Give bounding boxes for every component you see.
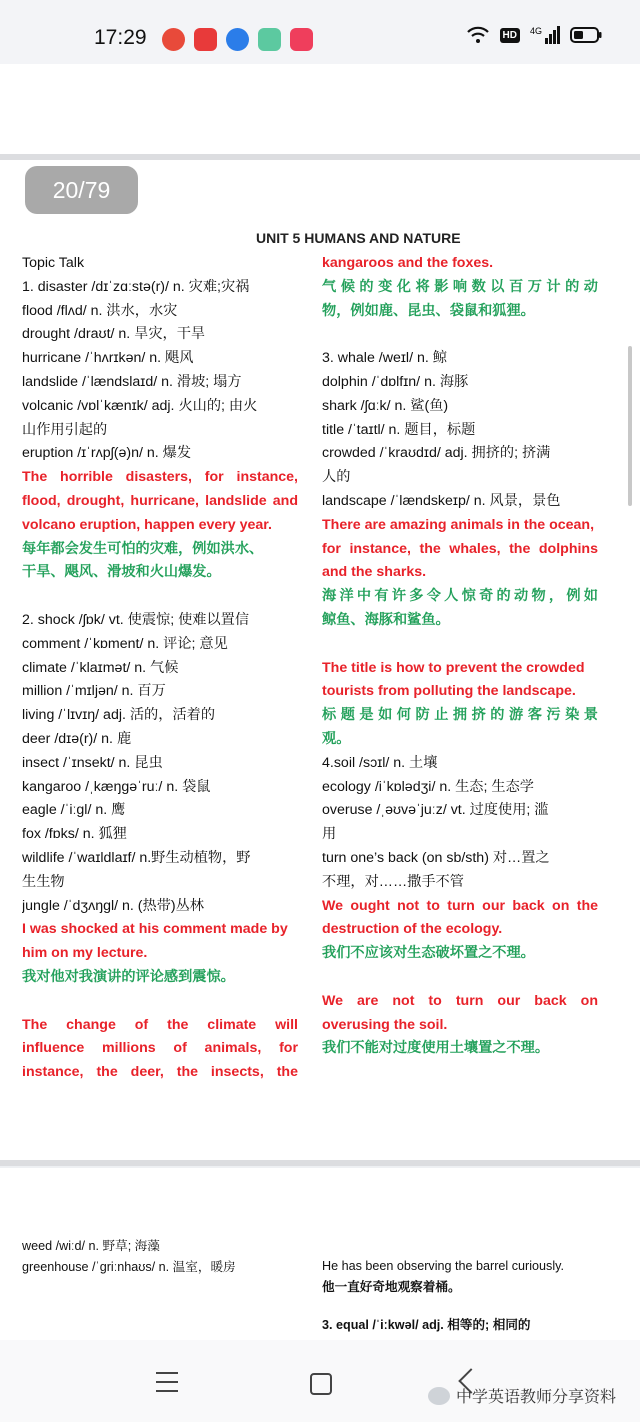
watermark-text: 中学英语教师分享资料 [456, 1389, 617, 1406]
status-bar [0, 0, 640, 64]
blank-line [22, 990, 298, 1014]
text-line: dolphin /ˈdɒlfɪn/ n. 海豚 [322, 373, 469, 390]
text-line: deer /dɪə(r)/ n. 鹿 [22, 730, 132, 747]
blank-line [322, 633, 598, 657]
text-line: kangaroos and the foxes. [322, 255, 494, 271]
hd-icon: HD [500, 28, 520, 43]
text-line: There are amazing animals in the ocean, [322, 516, 595, 533]
text-line: The change of the climate will [22, 1016, 298, 1033]
text-line: 我们不应该对生态破坏置之不理。 [322, 945, 535, 962]
text-line: him on my lecture. [22, 945, 148, 962]
text-line: title /ˈtaɪtl/ n. 题目，标题 [322, 421, 476, 438]
text-line: eagle /ˈiːɡl/ n. 鹰 [22, 802, 126, 819]
text-line: shark /ʃɑːk/ n. 鲨(鱼) [322, 397, 449, 414]
text-line: 每年都会发生可怕的灾难，例如洪水、 [22, 540, 264, 557]
text-line: The horrible disasters, for instance, [22, 469, 298, 486]
unit-title: UNIT 5 HUMANS AND NATURE [256, 230, 461, 246]
text-line: landscape /ˈlændskeɪp/ n. 风景，景色 [322, 492, 561, 509]
text-line: Topic Talk [22, 255, 85, 271]
text-line: landslide /ˈlændslaɪd/ n. 滑坡; 塌方 [22, 373, 242, 390]
text-line: 生生物 [22, 873, 65, 890]
text-line: 我们不能对过度使用土壤置之不理。 [322, 1040, 550, 1057]
status-time: 17:29 [94, 26, 147, 49]
text-line: comment /ˈkɒment/ n. 评论; 意见 [22, 635, 228, 652]
left-text-column [22, 252, 298, 1085]
text-line: volcanic /vɒlˈkænɪk/ adj. 火山的; 由火 [22, 397, 258, 414]
home-icon[interactable] [310, 1373, 332, 1395]
text-line: 1. disaster /dɪˈzɑːstə(r)/ n. 灾难;灾祸 [22, 278, 250, 295]
text-line: wildlife /ˈwaɪldlaɪf/ n.野生动植物，野 [22, 849, 251, 866]
previous-page-bottom [0, 64, 640, 154]
text-line: I was shocked at his comment made by [22, 921, 288, 938]
right-text-column [322, 252, 598, 1061]
text-line: 3. whale /weɪl/ n. 鲸 [322, 350, 447, 367]
next-page-line [322, 1298, 564, 1315]
text-line: kangaroo /ˌkæŋɡəˈruː/ n. 袋鼠 [22, 778, 211, 795]
wechat-icon [428, 1387, 450, 1405]
next-page-line: greenhouse /ˈɡriːnhaʊs/ n. 温室，暖房 [22, 1260, 236, 1274]
page-indicator: 20/79 [25, 166, 138, 214]
text-line: 干旱、飓风、滑坡和火山爆发。 [22, 564, 221, 581]
text-line: overuse /ˌəʊvəˈjuːz/ vt. 过度使用; 滥 [322, 802, 549, 819]
text-line: turn one’s back (on sb/sth) 对…置之 [322, 849, 550, 866]
browser-app-icon [226, 28, 249, 51]
text-line: instance, the deer, the insects, the [22, 1064, 298, 1081]
chat-app-icon [258, 28, 281, 51]
text-line: 观。 [322, 730, 351, 747]
text-line: living /ˈlɪvɪŋ/ adj. 活的，活着的 [22, 707, 216, 724]
blank-line [322, 966, 598, 990]
text-line: fox /fɒks/ n. 狐狸 [22, 826, 127, 843]
text-line: 4.soil /sɔɪl/ n. 土壤 [322, 754, 438, 771]
next-page-line: weed /wiːd/ n. 野草; 海藻 [22, 1239, 160, 1253]
text-line: ecology /iˈkɒlədʒi/ n. 生态; 生态学 [322, 778, 534, 795]
system-icons [466, 26, 602, 44]
signal-icon [530, 26, 560, 44]
text-line: influence millions of animals, for [22, 1040, 298, 1057]
menu-icon[interactable] [156, 1372, 178, 1399]
text-line: jungle /ˈdʒʌŋɡl/ n. (热带)丛林 [22, 897, 204, 914]
text-line: million /ˈmɪljən/ n. 百万 [22, 683, 166, 700]
map-app-icon [162, 28, 185, 51]
battery-icon [570, 27, 602, 43]
text-line: 2. shock /ʃɒk/ vt. 使震惊; 使难以置信 [22, 611, 250, 628]
text-line: 我对他对我演讲的评论感到震惊。 [22, 968, 235, 985]
text-line: drought /draʊt/ n. 旱灾，干旱 [22, 326, 206, 343]
watermark [428, 1384, 616, 1407]
text-line: 人的 [322, 469, 351, 486]
blank-line [22, 585, 298, 609]
text-line: volcano eruption, happen every year. [22, 516, 272, 533]
text-line: crowded /ˈkraʊdɪd/ adj. 拥挤的; 挤满 [322, 445, 551, 462]
text-line: 标题是如何防止拥挤的游客污染景 [322, 707, 598, 724]
network-type: 4G [529, 26, 542, 36]
next-page-right-column [322, 1256, 564, 1336]
text-line: hurricane /ˈhʌrɪkən/ n. 飓风 [22, 350, 194, 367]
text-line: tourists from polluting the landscape. [322, 683, 576, 700]
text-line: 海洋中有许多令人惊奇的动物，例如 [322, 588, 598, 605]
text-line: 用 [322, 826, 337, 843]
toutiao-app-icon [194, 28, 217, 51]
text-line: The title is how to prevent the crowded [322, 659, 585, 676]
page-divider-2 [0, 1160, 640, 1166]
text-line: 气候的变化将影响数以百万计的动 [322, 278, 598, 295]
text-line: eruption /ɪˈrʌpʃ(ə)n/ n. 爆发 [22, 445, 192, 462]
text-line: overusing the soil. [322, 1016, 448, 1033]
text-line: 鲸鱼、海豚和鲨鱼。 [322, 611, 450, 628]
text-line: for instance, the whales, the dolphins [322, 540, 598, 557]
notification-icons [162, 28, 313, 51]
blank-line [322, 323, 598, 347]
text-line: flood /flʌd/ n. 洪水，水灾 [22, 302, 178, 319]
wifi-icon [466, 26, 490, 44]
text-line: and the sharks. [322, 564, 427, 581]
text-line: We ought not to turn our back on the [322, 897, 598, 914]
next-page-line: 3. equal /ˈiːkwəl/ adj. 相等的; 相同的 [322, 1318, 531, 1332]
text-line: destruction of the ecology. [322, 921, 503, 938]
next-page-line: 他一直好奇地观察着桶。 [322, 1280, 461, 1294]
text-line: 物，例如鹿、昆虫、袋鼠和狐狸。 [322, 302, 535, 319]
next-page-left-column [22, 1236, 236, 1278]
text-line: We are not to turn our back on [322, 992, 598, 1009]
text-line: insect /ˈɪnsekt/ n. 昆虫 [22, 754, 163, 771]
text-line: flood, drought, hurricane, landslide and [22, 492, 298, 509]
text-line: climate /ˈklaɪmət/ n. 气候 [22, 659, 179, 676]
scrollbar[interactable] [628, 346, 632, 506]
next-page-line: He has been observing the barrel curiously. [322, 1259, 564, 1273]
video-app-icon [290, 28, 313, 51]
text-line: 山作用引起的 [22, 421, 108, 438]
text-line: 不理，对……撒手不管 [322, 873, 464, 890]
